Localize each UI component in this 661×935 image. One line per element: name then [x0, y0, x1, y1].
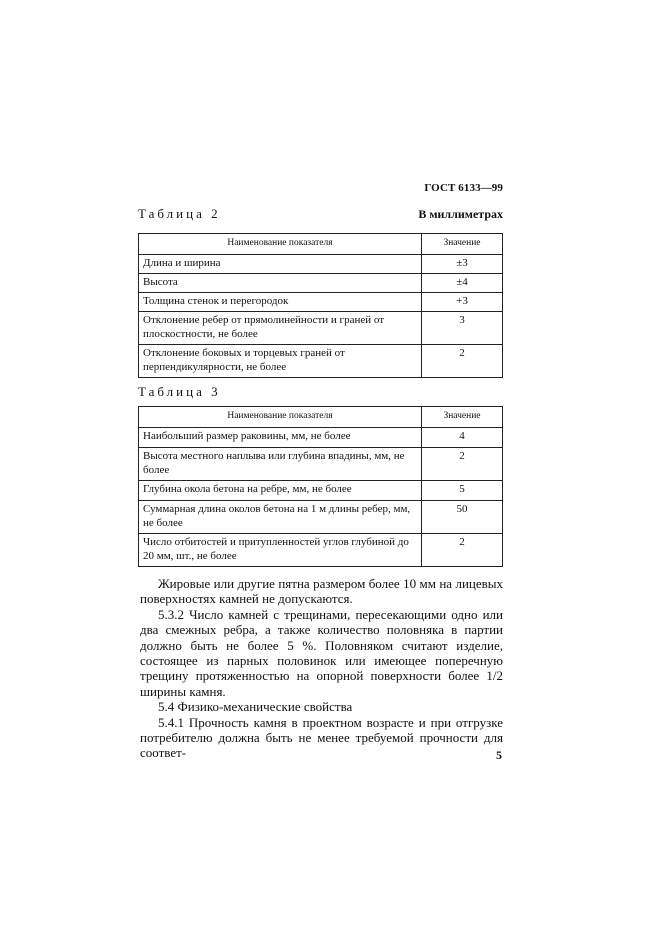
- table3-cell-name: Число отбитостей и притупленностей углов глубиной до 20 мм, шт., не более: [139, 533, 422, 566]
- table-row: [139, 292, 503, 311]
- table2-header-row: [139, 234, 503, 255]
- table-row: [139, 427, 503, 447]
- table2-caption: Таблица 2: [138, 206, 221, 221]
- table2-cell-name: Отклонение ребер от прямолинейности и граней от плоскостности, не более: [139, 311, 422, 344]
- table3-col-name: Наименование показателя: [139, 407, 422, 428]
- table2-col-name: Наименование показателя: [139, 234, 422, 255]
- document-header: ГОСТ 6133—99: [424, 182, 503, 194]
- table3-cell-name: Наибольший размер раковины, мм, не более: [139, 427, 422, 447]
- table2-cell-value: ±4: [422, 273, 503, 292]
- table3-cell-value: 2: [422, 533, 503, 566]
- table-row: [139, 311, 503, 344]
- table3-caption: Таблица 3: [138, 384, 221, 399]
- table3-cell-name: Высота местного наплыва или глубина впадины, мм, не более: [139, 447, 422, 480]
- table3-cell-name: Глубина окола бетона на ребре, мм, не более: [139, 480, 422, 500]
- paragraph-5-4-1: 5.4.1 Прочность камня в проектном возрасте и при отгрузке потребителю должна быть не менее требуемой прочности для соответ-: [140, 714, 503, 761]
- paragraph-stains: Жировые или другие пятна размером более 10 мм на лицевых поверхностях камней не допускаются.: [140, 576, 503, 607]
- table2-cell-value: +3: [422, 292, 503, 311]
- table-row: [139, 480, 503, 500]
- table2-cell-value: 2: [422, 344, 503, 377]
- table2-col-value: Значение: [422, 234, 503, 255]
- table-row: [139, 273, 503, 292]
- table3-header-row: [139, 407, 503, 428]
- table3-cell-value: 5: [422, 480, 503, 500]
- table2: [138, 233, 503, 378]
- table3-cell-value: 4: [422, 427, 503, 447]
- table2-units: В миллиметрах: [418, 207, 503, 221]
- table2-cell-value: ±3: [422, 254, 503, 273]
- table2-cell-name: Длина и ширина: [139, 254, 422, 273]
- table3-caption-row: [138, 384, 503, 400]
- table-row: [139, 344, 503, 377]
- table-row: [139, 254, 503, 273]
- body-text: [140, 576, 503, 761]
- paragraph-5-3-2: 5.3.2 Число камней с трещинами, пересекающими одно или два смежных ребра, а также количество половняка в партии должно быть не более 5 %. Половняком считают изделие, состоящее из парных половинок или имеющее поперечную трещину протяженностью на опорной поверхности более 1/2 ширины камня.: [140, 606, 503, 699]
- table3: [138, 406, 503, 567]
- table-row: [139, 500, 503, 533]
- table-row: [139, 533, 503, 566]
- page-number: 5: [496, 748, 502, 762]
- table2-cell-name: Высота: [139, 273, 422, 292]
- table2-caption-row: [138, 206, 503, 222]
- table3-col-value: Значение: [422, 407, 503, 428]
- table-row: [139, 447, 503, 480]
- table3-cell-value: 2: [422, 447, 503, 480]
- table3-cell-name: Суммарная длина околов бетона на 1 м длины ребер, мм, не более: [139, 500, 422, 533]
- table2-cell-name: Толщина стенок и перегородок: [139, 292, 422, 311]
- section-heading-5-4: 5.4 Физико-механические свойства: [158, 699, 353, 715]
- table2-cell-value: 3: [422, 311, 503, 344]
- table3-cell-value: 50: [422, 500, 503, 533]
- table2-cell-name: Отклонение боковых и торцевых граней от перпендикулярности, не более: [139, 344, 422, 377]
